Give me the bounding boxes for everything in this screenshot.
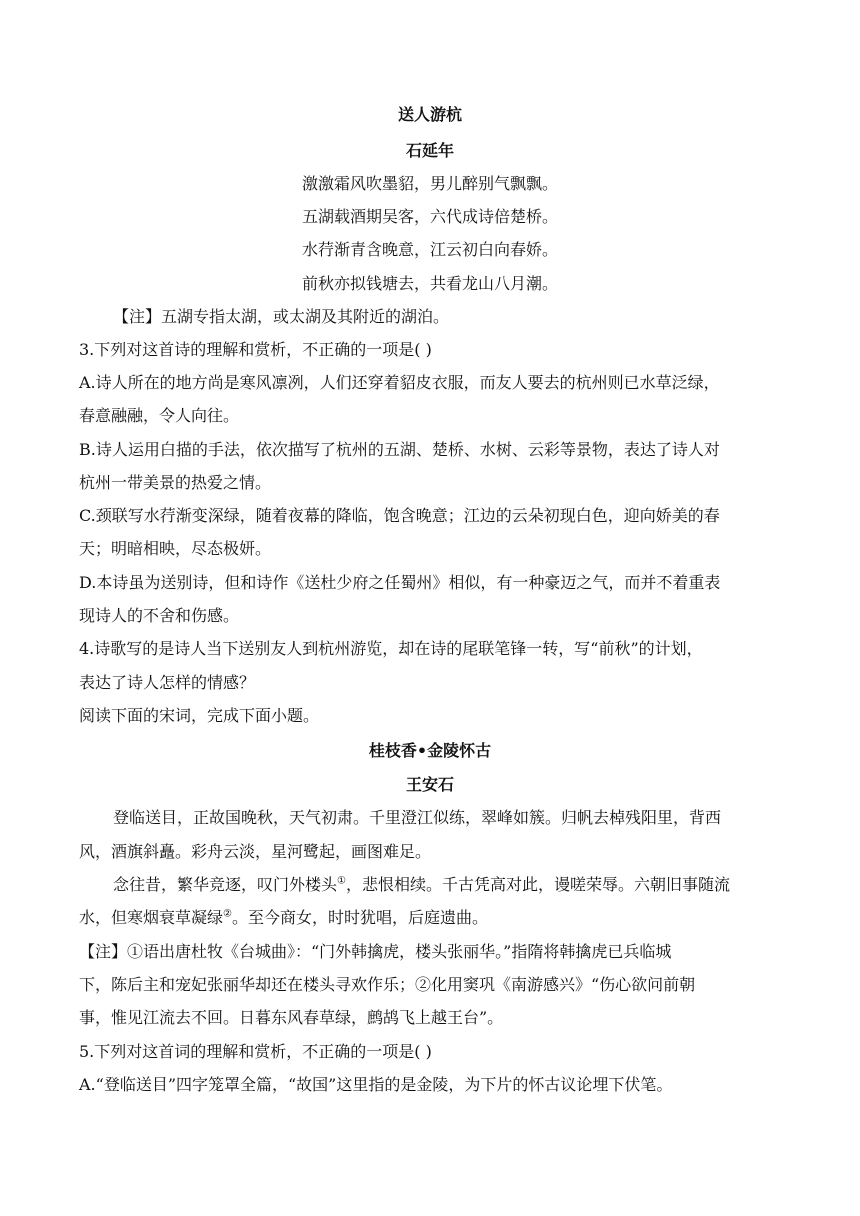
q3-option-a-line-2: 春意融融，令人向往。 [79,406,240,425]
poem1-line-1: 激激霜风吹墨貂，男儿醉别气飘飘。 [301,174,558,193]
poem2-note-line-1: 【注】①语出唐杜牧《台城曲》：“门外韩擒虎，楼头张丽华。”指隋将韩擒虎已兵临城 [79,942,672,961]
q3-option-d-line-1: D.本诗虽为送别诗，但和诗作《送杜少府之任蜀州》相似，有一种豪迈之气，而并不着重表 [79,573,721,592]
question-4-line-2: 表达了诗人怎样的情感？ [79,673,256,692]
q3-option-c-line-1: C.颈联写水荇渐变深绿，随着夜幕的降临，饱含晚意；江边的云朵初现白色，迎向娇美的春 [79,506,720,525]
question-5-stem: 5.下列对这首词的理解和赏析，不正确的一项是( ) [79,1042,432,1061]
q3-option-b-line-1: B.诗人运用白描的手法，依次描写了杭州的五湖、楚桥、水树、云彩等景物，表达了诗人对 [79,440,720,459]
poem1-line-3: 水荇渐青含晚意，江云初白向春娇。 [301,240,558,259]
poem2-stanza2-text-2: ，悲恨相续。千古凭高对此，谩嗟荣辱。六朝旧事随流 [345,875,730,894]
poem2-stanza2-text-4: 。至今商女，时时犹唱，后庭遗曲。 [231,908,488,927]
poem1-author: 石延年 [405,141,454,160]
poem2-stanza2-text-1: 念往昔，繁华竞逐，叹门外楼头 [113,875,338,894]
poem1-line-4: 前秋亦拟钱塘去，共看龙山八月潮。 [301,274,558,293]
poem2-stanza2-line-1 [113,874,730,896]
footnote-marker-1: ① [337,875,346,887]
poem2-stanza1-line-1: 登临送目，正故国晚秋，天气初肃。千里澄江似练，翠峰如簇。归帆去棹残阳里，背西 [113,808,722,827]
poem2-stanza1-line-2: 风，酒旗斜矗。彩舟云淡，星河鹭起，画图难足。 [79,842,432,861]
footnote-marker-2: ② [223,908,232,920]
reading-instruction: 阅读下面的宋词，完成下面小题。 [79,706,320,725]
q3-option-a-line-1: A.诗人所在的地方尚是寒风凛冽，人们还穿着貂皮衣服，而友人要去的杭州则已水草泛绿， [79,373,720,392]
poem2-author: 王安石 [405,775,454,794]
poem1-title: 送人游杭 [397,105,462,124]
question-3-stem: 3.下列对这首诗的理解和赏析，不正确的一项是( ) [79,340,432,359]
poem1-line-2: 五湖载酒期吴客，六代成诗倍楚桥。 [301,207,558,226]
q5-option-a: A.“登临送目”四字笼罩全篇，“故国”这里指的是金陵，为下片的怀古议论埋下伏笔。 [79,1075,673,1094]
poem2-note-line-3: 事，惟见江流去不回。日暮东风春草绿，鹧鸪飞上越王台”。 [79,1008,504,1027]
q3-option-d-line-2: 现诗人的不舍和伤感。 [79,606,240,625]
poem2-title: 桂枝香•金陵怀古 [368,741,492,760]
poem2-stanza2-text-3: 水，但寒烟衰草凝绿 [79,908,224,927]
poem1-note: 【注】五湖专指太湖，或太湖及其附近的湖泊。 [113,307,450,326]
poem2-note-line-2: 下，陈后主和宠妃张丽华却还在楼头寻欢作乐；②化用窦巩《南游感兴》“伤心欲问前朝 [79,975,696,994]
poem2-stanza2-line-2 [79,907,488,929]
question-4-line-1: 4.诗歌写的是诗人当下送别友人到杭州游览，却在诗的尾联笔锋一转，写“前秋”的计划， [79,639,703,658]
q3-option-c-line-2: 天；明暗相映，尽态极妍。 [79,539,272,558]
q3-option-b-line-2: 杭州一带美景的热爱之情。 [79,473,272,492]
